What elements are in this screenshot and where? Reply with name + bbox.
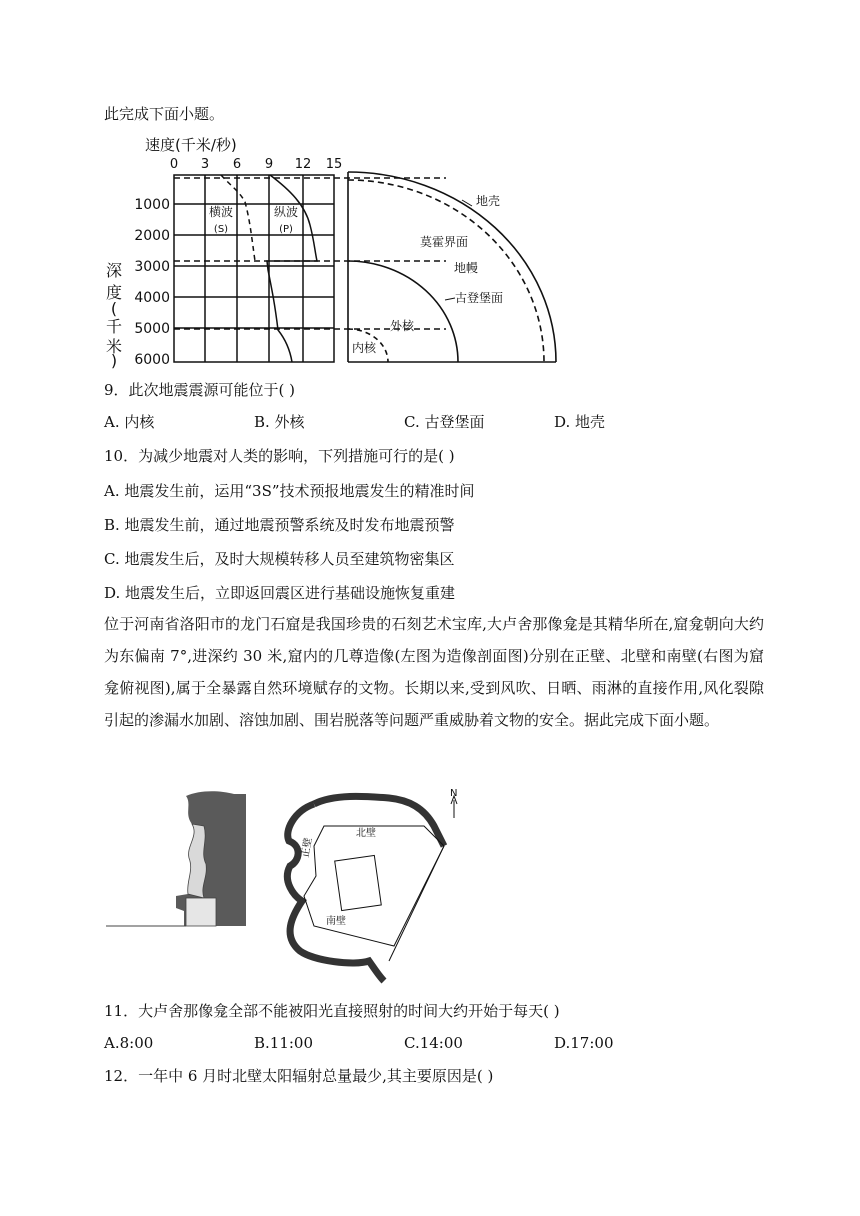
gutenberg-label: 古登堡面	[455, 291, 504, 305]
depth-tick: 5000	[134, 321, 170, 337]
north-wall-label: 北壁	[356, 828, 376, 839]
north-arrow-label: N	[450, 788, 458, 799]
svg-text:千: 千	[105, 317, 123, 336]
p-wave-sub: (P)	[279, 224, 293, 235]
s-wave-label: 横波	[208, 205, 234, 219]
outer-core-label: 外核	[390, 319, 415, 333]
svg-text:): )	[110, 351, 118, 370]
crust-label: 地壳	[476, 194, 501, 208]
depth-ticks	[134, 197, 170, 368]
speed-tick: 0	[169, 157, 179, 172]
grotto-plan	[287, 796, 457, 981]
speed-tick: 3	[200, 157, 210, 172]
main-wall-label: 正壁	[300, 836, 315, 859]
q10-option-a[interactable]: A. 地震发生前，运用“3S”技术预报地震发生的精准时间	[104, 482, 475, 500]
p-wave-curve	[267, 175, 317, 362]
speed-tick: 9	[264, 157, 274, 172]
q10-option-b[interactable]: B. 地震发生前，通过地震预警系统及时发布地震预警	[104, 516, 455, 534]
p-wave-label: 纵波	[273, 205, 299, 219]
q10-option-c[interactable]: C. 地震发生后，及时大规模转移人员至建筑物密集区	[104, 550, 455, 568]
depth-tick: 2000	[134, 228, 170, 244]
q11-option-d[interactable]: D.17:00	[554, 1034, 614, 1052]
svg-text:深: 深	[105, 261, 123, 280]
s-wave-sub: (S)	[213, 224, 229, 235]
q11-option-c[interactable]: C.14:00	[404, 1034, 463, 1052]
depth-tick: 1000	[134, 197, 170, 213]
inner-core-label: 内核	[352, 341, 377, 355]
depth-tick: 6000	[134, 352, 170, 368]
q11-option-b[interactable]: B.11:00	[254, 1034, 314, 1052]
reading-passage: 位于河南省洛阳市的龙门石窟是我国珍贵的石刻艺术宝库,大卢舍那像龛是其精华所在,窟龛朝向大约为东偏南 7°,进深约 30 米,窟内的几尊造像(左图为造像剖面图)分别在正壁、北壁和南壁(右图为窟龛俯视图),属于全暴露自然环境赋存的文物。长期以来,受到风吹、日晒、雨淋的直接作用,风化裂隙引起的渗漏水加剧、溶蚀加剧、围岩脱落等问题严重威胁着文物的安全。据此完成下面小题。	[104, 615, 764, 729]
moho-label: 莫霍界面	[420, 235, 469, 249]
speed-axis-title: 速度(千米/秒)	[145, 136, 237, 154]
q9-stem: 9．此次地震震源可能位于( )	[104, 381, 296, 399]
intro-tail-text: 此完成下面小题。	[104, 105, 225, 123]
grotto-section	[106, 791, 246, 926]
q10-stem: 10．为减少地震对人类的影响，下列措施可行的是( )	[104, 447, 455, 465]
depth-axis-title	[106, 261, 122, 370]
q9-option-d[interactable]: D. 地壳	[554, 413, 606, 431]
earth-interior-diagram	[348, 172, 556, 362]
speed-ticks	[170, 157, 342, 172]
boundary-dashed-lines	[174, 178, 446, 329]
q9-option-c[interactable]: C. 古登堡面	[404, 413, 485, 431]
q11-stem: 11．大卢舍那像龛全部不能被阳光直接照射的时间大约开始于每天( )	[104, 1002, 560, 1020]
chart-grid	[174, 175, 334, 362]
q12-stem: 12．一年中 6 月时北壁太阳辐射总量最少,其主要原因是( )	[104, 1067, 494, 1085]
svg-text:米: 米	[105, 337, 123, 356]
q11-option-a[interactable]: A.8:00	[104, 1034, 154, 1052]
depth-tick: 4000	[134, 290, 170, 306]
depth-tick: 3000	[134, 259, 170, 275]
q9-option-a[interactable]: A. 内核	[104, 413, 155, 431]
q10-option-d[interactable]: D. 地震发生后，立即返回震区进行基础设施恢复重建	[104, 584, 456, 602]
q9-option-b[interactable]: B. 外核	[254, 413, 305, 431]
speed-tick: 12	[294, 157, 312, 172]
svg-text:(: (	[110, 299, 118, 318]
speed-tick: 15	[325, 157, 343, 172]
mantle-label: 地幔	[454, 261, 479, 275]
seismic-figure	[100, 130, 560, 370]
grotto-figure	[104, 786, 474, 986]
svg-text:度: 度	[105, 283, 123, 302]
south-wall-label: 南壁	[326, 916, 346, 927]
speed-tick: 6	[232, 157, 242, 172]
